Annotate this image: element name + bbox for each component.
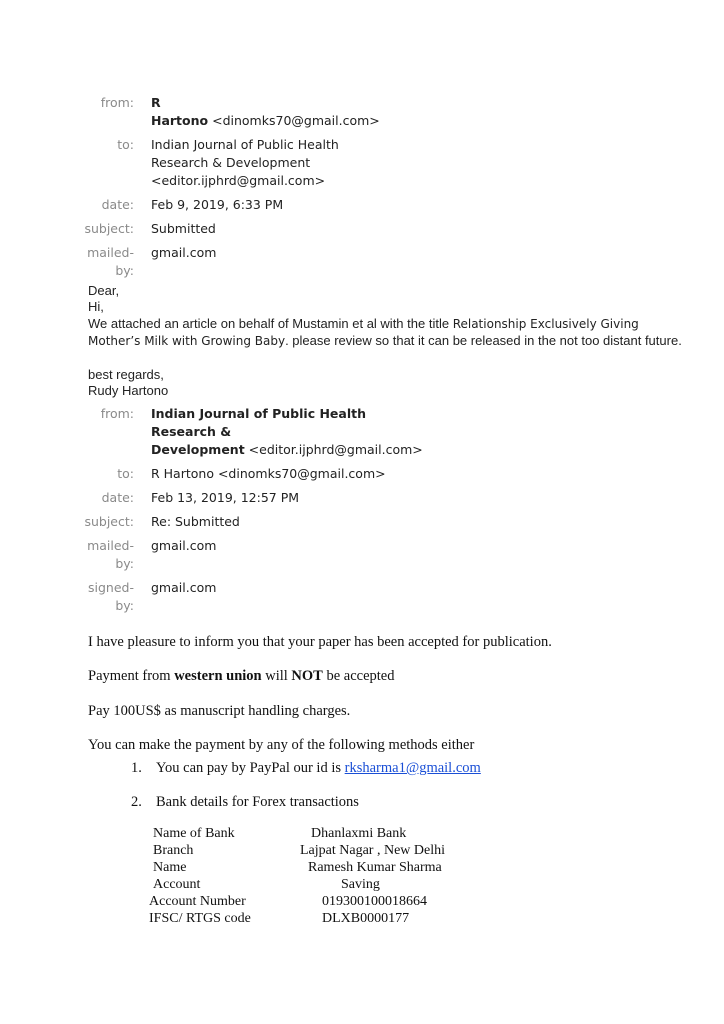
mailed-by-label-line2: by: bbox=[115, 263, 134, 278]
reply-signed-by-label-line1: signed- bbox=[88, 580, 134, 595]
to-label: to: bbox=[117, 137, 134, 152]
bank-value: Saving bbox=[341, 877, 380, 892]
date-label: date: bbox=[101, 197, 134, 212]
bank-label: IFSC/ RTGS code bbox=[149, 911, 251, 926]
reply-mailed-by-value: gmail.com bbox=[151, 538, 217, 553]
reply-subject-value: Re: Submitted bbox=[151, 514, 240, 529]
bank-value: Dhanlaxmi Bank bbox=[311, 826, 407, 841]
payment-methods-intro: You can make the payment by any of the following methods either bbox=[88, 737, 475, 753]
recipient-line2: Research & Development bbox=[151, 155, 311, 170]
reply-signed-by-value: gmail.com bbox=[151, 580, 217, 595]
list-item-1-number: 1. bbox=[131, 760, 142, 776]
from-label: from: bbox=[100, 95, 134, 110]
payment-warning-text-e: be accepted bbox=[322, 668, 395, 684]
paypal-text: You can pay by PayPal our id is bbox=[156, 760, 345, 776]
reply-date-label: date: bbox=[101, 490, 134, 505]
date-value: Feb 9, 2019, 6:33 PM bbox=[151, 197, 284, 212]
article-title-part1: Relationship Exclusively Giving bbox=[452, 317, 639, 331]
reply-to-value: R Hartono <dinomks70@gmail.com> bbox=[151, 466, 386, 481]
bank-value: Lajpat Nagar , New Delhi bbox=[300, 843, 445, 858]
closing-regards: best regards, bbox=[88, 367, 164, 382]
sender-name-line1: R bbox=[151, 95, 161, 110]
body-line1 bbox=[88, 316, 639, 332]
bank-label: Name bbox=[153, 860, 187, 875]
reply-subject-label: subject: bbox=[84, 514, 134, 529]
sender-name-line2: Hartono bbox=[151, 113, 209, 128]
reply-sender-name-end: Development bbox=[151, 442, 245, 457]
reply-signed-by-label-line2: by: bbox=[115, 598, 134, 613]
signature: Rudy Hartono bbox=[88, 383, 169, 398]
list-item-2: Bank details for Forex transactions bbox=[156, 794, 359, 810]
list-item-2-number: 2. bbox=[131, 794, 142, 810]
reply-sender-line3 bbox=[151, 441, 423, 459]
payment-warning-text-c: will bbox=[261, 668, 292, 684]
reply-sender-line2: Research & bbox=[151, 424, 232, 439]
subject-value: Submitted bbox=[151, 221, 216, 236]
bank-label: Account bbox=[153, 877, 201, 892]
list-item-1 bbox=[156, 759, 481, 777]
greeting-hi: Hi, bbox=[88, 299, 104, 314]
payment-warning-text-a: Payment from bbox=[88, 668, 175, 684]
reply-from-label: from: bbox=[100, 406, 134, 421]
body-line2-text: . please review so that it can be released in the not too distant future. bbox=[285, 333, 682, 348]
mailed-by-value: gmail.com bbox=[151, 245, 217, 260]
reply-sender-line1: Indian Journal of Public Health bbox=[151, 406, 366, 421]
bank-value: DLXB0000177 bbox=[322, 911, 410, 926]
body-line2 bbox=[88, 333, 682, 349]
payment-warning bbox=[88, 667, 395, 685]
sender-email: <dinomks70@gmail.com> bbox=[212, 113, 380, 128]
reply-mailed-by-label-line2: by: bbox=[115, 556, 134, 571]
reply-mailed-by-label-line1: mailed- bbox=[87, 538, 134, 553]
mailed-by-label-line1: mailed- bbox=[87, 245, 134, 260]
reply-date-value: Feb 13, 2019, 12:57 PM bbox=[151, 490, 300, 505]
bank-value: Ramesh Kumar Sharma bbox=[308, 860, 442, 875]
bank-label: Branch bbox=[153, 843, 194, 858]
article-title-part2: Mother’s Milk with Growing Baby bbox=[88, 334, 286, 348]
bank-label: Account Number bbox=[149, 894, 246, 909]
western-union-text: western union bbox=[174, 668, 262, 684]
reply-to-label: to: bbox=[117, 466, 134, 481]
fee-paragraph: Pay 100US$ as manuscript handling charges. bbox=[88, 703, 351, 719]
subject-label: subject: bbox=[84, 221, 134, 236]
body-line1-text: We attached an article on behalf of Mustamin et al with the title bbox=[88, 316, 453, 331]
recipient-email: <editor.ijphrd@gmail.com> bbox=[151, 173, 326, 188]
acceptance-paragraph: I have pleasure to inform you that your paper has been accepted for publication. bbox=[88, 634, 552, 650]
bank-value: 019300100018664 bbox=[322, 894, 427, 909]
recipient-line1: Indian Journal of Public Health bbox=[151, 137, 339, 152]
bank-label: Name of Bank bbox=[153, 826, 235, 841]
not-text: NOT bbox=[291, 668, 323, 684]
greeting-dear: Dear, bbox=[88, 283, 120, 298]
paypal-email-link[interactable]: rksharma1@gmail.com bbox=[344, 760, 481, 776]
sender-line bbox=[151, 112, 380, 130]
reply-sender-email: <editor.ijphrd@gmail.com> bbox=[248, 442, 423, 457]
